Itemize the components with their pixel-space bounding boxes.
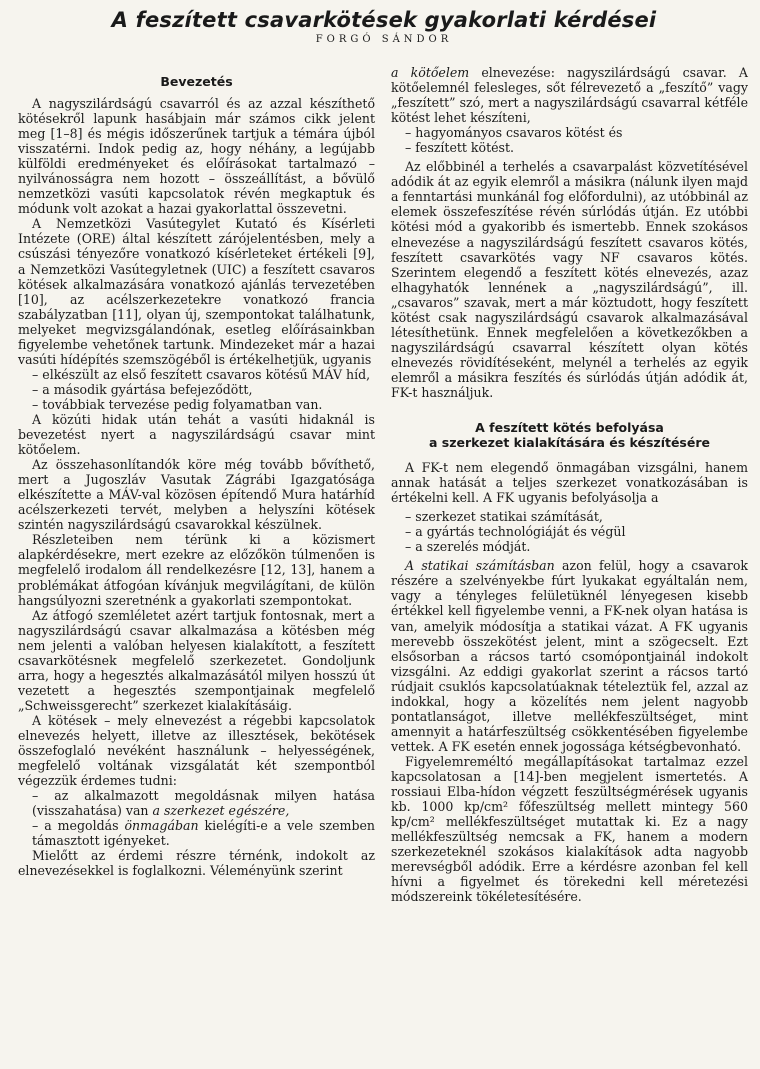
list-item-text: a megoldás: [44, 818, 125, 834]
section-heading: [391, 420, 748, 450]
list-item: – a gyártás technológiáját és végül: [405, 524, 748, 539]
article-body: [18, 65, 750, 904]
list-item: – szerkezet statikai számítását,: [405, 509, 748, 524]
paragraph: [391, 65, 748, 125]
article-title: A feszített csavarkötések gyakorlati kérdései: [111, 8, 657, 32]
list-item: – továbbiak tervezése pedig folyamatban van.: [32, 397, 375, 412]
paragraph: A kötések – mely elnevezést a régebbi kapcsolatok elnevezés helyett, illetve az illesztések, bekötések összefoglaló nevéként használunk – helyességének, megfelelő voltának vizsgálatát két szempontból végezzük érdemes tudni:: [18, 712, 375, 789]
left-column: [18, 65, 375, 904]
list-item: – elkészült az első feszített csavaros kötésű MÁV híd,: [32, 367, 375, 382]
paragraph: A közúti hidak után tehát a vasúti hidaknál is bevezetést nyert a nagyszilárdságú csavar mint kötőelem.: [18, 411, 375, 458]
list-item: – feszített kötést.: [405, 140, 748, 155]
paragraph: [391, 558, 748, 754]
paragraph: Az átfogó szemléletet azért tartjuk fontosnak, mert a nagyszilárdságú csavar alkalmazása a kötésben még nem jelenti a valóban helyesen kialakított, a feszített csavarkötésnek megfelelő szerkezetet. Gondoljunk arra, hogy a hegesztés alkalmazásától milyen hosszú út vezetett a hegesztés szempontjainak megfelelő „Schweissgerecht” szerkezet kialakításáig.: [18, 607, 375, 713]
list-item-text: az alkalmazott megoldásnak milyen hatása (visszahatása) van: [32, 788, 375, 819]
bullet-list: [391, 509, 748, 554]
section-heading-line: a szerkezet kialakítására és készítésére: [428, 435, 710, 451]
section-heading-line: A feszített kötés befolyása: [475, 420, 664, 436]
bullet-list: [18, 367, 375, 412]
emphasis: a kötőelem: [391, 65, 470, 80]
emphasis: önmagában: [124, 818, 199, 834]
list-item: [32, 788, 375, 818]
list-item: – a szerelés módját.: [405, 539, 748, 554]
list-item: – hagyományos csavaros kötést és: [405, 125, 748, 140]
section-heading-intro: Bevezetés: [160, 74, 233, 89]
emphasis: A statikai számításban: [405, 558, 555, 574]
right-column: [391, 65, 748, 904]
paragraph: A nagyszilárdságú csavarról és az azzal készíthető kötésekről lapunk hasábjain már számos cikk jelent meg [1–8] és mégis időszerűnek tartjuk a témára újból visszatérni. Indok pedig az, hogy néhány, a legújabb külföldi eredményeket és előírásokat tartalmazó – nyilvánosságra nem hozott – összeállítást, a bővülő nemzetközi vasúti kapcsolatok révén megkaptuk és módunk volt azokat a hazai gyakorlattal összevetni.: [18, 96, 375, 217]
list-item: – a második gyártása befejeződött,: [32, 382, 375, 397]
paragraph: Az összehasonlítandók köre még tovább bővíthető, mert a Jugoszláv Vasutak Zágrábi Igazgatósága elkészítette a MÁV-val közösen építendő Mura határhíd acélszerkezeti tervét, melyben a helyszíni kötések szintén nagyszilárdságú csavarokkal készülnek.: [18, 457, 375, 533]
bullet-list: [391, 125, 748, 155]
paragraph: Részleteiben nem térünk ki a közismert alapkérdésekre, mert ezekre az előzőkön túlmenően is megfelelő irodalom áll rendelkezésre [12, 13], hanem a problémákat átfogóan kívánjuk megvilágítani, de külön hangsúlyozni szeretnénk a gyakorlati szempontokat.: [18, 532, 375, 608]
paragraph-text: azon felül, hogy a csavarok részére a szelvényekbe fúrt lyukakat egyáltalán nem, vagy a tényleges felületüknél lényegesen kisebb értékkel kell figyelembe venni, a FK-nek olyan hatása is van, amelyik módosítja a statikai vázat. A FK ugyanis merevebb összekötést jelent, mint a szögecselt. Ezt elsősorban a rácsos tartó csomópontjainál indokolt vizsgálni. Az eddigi gyakorlat szerint a rácsos tartó rúdjait csuklós kapcsolatúaknak tételeztük fel, azzal az indokkal, hogy a közelítés nem jelent nagyobb pontatlanságot, illetve mellékfeszültséget, mint amennyit a határfeszültség csökkentésében figyelembe vettek. A FK esetén ennek jogossága kétségbevonható.: [391, 558, 748, 754]
paragraph: Mielőtt az érdemi részre térnénk, indokolt az elnevezésekkel is foglalkozni. Véleményünk szerint: [18, 848, 375, 879]
list-item: [32, 818, 375, 848]
list-item-text: kielégíti-e a vele szemben támasztott igényeket.: [32, 818, 375, 849]
paragraph: Az előbbinél a terhelés a csavarpalást közvetítésével adódik át az egyik elemről a másikra (nálunk ilyen majd a fenntartási munkánál fog előfordulni), az utóbbinál az elemek összefeszítése révén súrlódás útján. Ez utóbbi kötési mód a gyakoribb és ismertebb. Ennek szokásos elnevezése a nagyszilárdságú feszített csavaros kötés, feszített csavarkötés vagy NF csavaros kötés. Szerintem elegendő a feszített kötés elnevezés, azaz elhagyhatók lennének a „nagyszilárdságú”, ill. „csavaros” szavak, mert a már köztudott, hogy feszített kötést csak nagyszilárdságú csavarok alkalmazásával létesíthetünk. Ennek megfelelően a következőkben a nagyszilárdságú csavarral készített olyan kötés elnevezés rövidítéseként, melynél a terhelés az egyik elemről a másikra feszítés és súrlódás útján adódik át, FK-t használjuk.: [391, 159, 748, 400]
article-author: FORGÓ SÁNDOR: [315, 34, 453, 45]
paragraph: A FK-t nem elegendő önmagában vizsgálni, hanem annak hatását a teljes szerkezet vonatkozásában is értékelni kell. A FK ugyanis befolyásolja a: [391, 460, 748, 506]
emphasis: a szerkezet egészére,: [152, 803, 290, 819]
paragraph: Figyelemreméltó megállapításokat tartalmaz ezzel kapcsolatosan a [14]-ben megjelent ismertetés. A rossiaui Elba-hídon végzett feszültségmérések ugyanis kb. 1000 kp/cm² főfeszültség mellett mintegy 560 kp/cm² mellékfeszültséget mutattak ki. Ez a nagy mellékfeszültség nemcsak a FK, hanem a modern szerkezeteknél szokásos kialakítások adta nagyobb merevségből adódik. Erre a kérdésre azonban fel kell hívni a figyelmet és törekedni kell méretezési módszereink tökéletesítésére.: [391, 753, 748, 905]
paragraph-text: elnevezése: nagyszilárdságú csavar. A kötőelemnél felesleges, sőt félrevezető a „feszítő” vagy „feszített” szó, mert a nagyszilárdságú csavarral kétféle kötést lehet készíteni,: [391, 65, 748, 126]
paragraph: A Nemzetközi Vasútegylet Kutató és Kísérleti Intézete (ORE) által készített zárójelentésben, mely a csúszási tényezőre vonatkozó kísérleteket értékeli [9], a Nemzetközi Vasútegyletnek (UIC) a feszített csavaros kötések alkalmazására vonatkozó ajánlás tervezetében [10], az acélszerkezetekre vonatkozó francia szabályzatban [11], olyan új, szempontokat találhatunk, melyeket megvizsgálandónak, esetleg előírásainkban figyelembe vehetőnek tartunk. Mindezeket már a hazai vasúti hídépítés szemszögéből is értékelhetjük, ugyanis: [18, 216, 375, 367]
bullet-list: [18, 788, 375, 848]
